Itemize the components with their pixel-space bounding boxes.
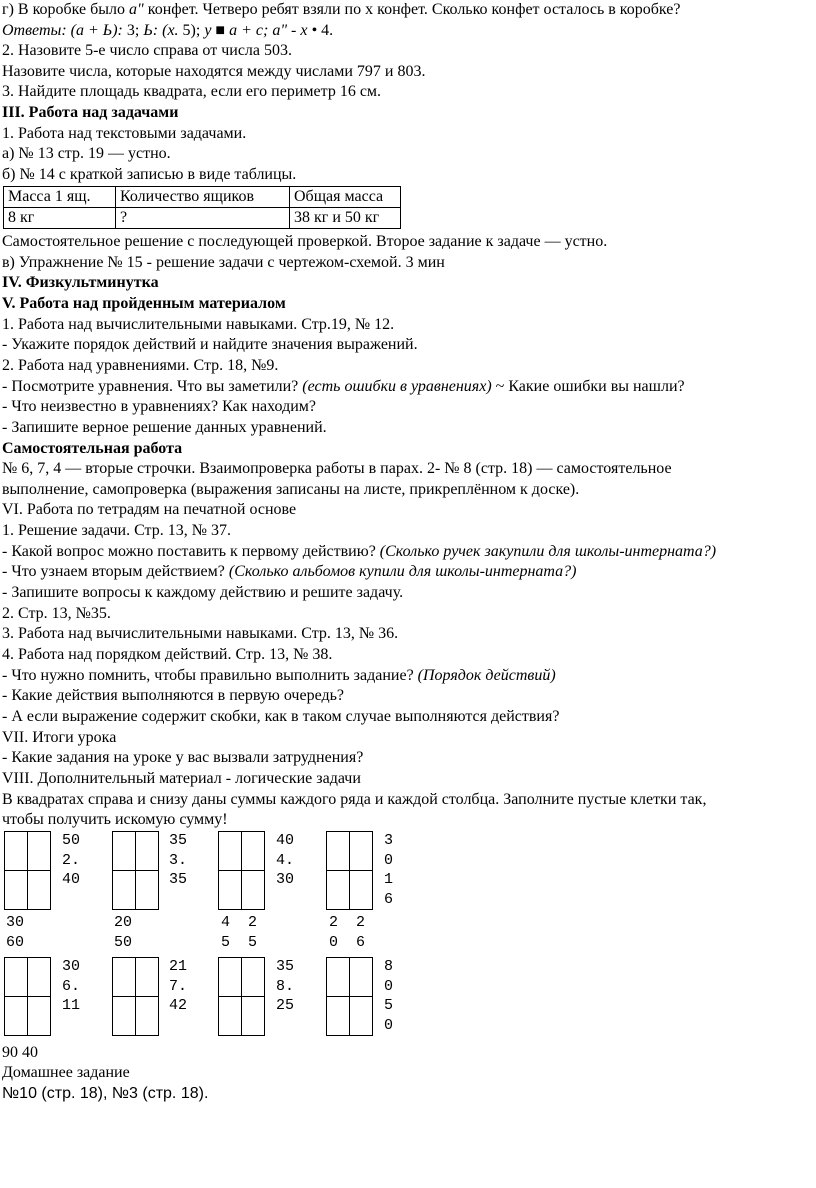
text-line (2, 165, 296, 185)
text-line (2, 748, 363, 768)
text-span: 1. Работа над вычислительными навыками. Стр.19, № 12. (2, 315, 395, 333)
text-span: В квадратах справа и снизу даны суммы каждого ряда и каждой столбца. Заполните пустые клетки так, (2, 790, 707, 808)
text-line (2, 41, 292, 61)
text-span: - А если выражение содержит скобки, как в таком случае выполняются действия? (2, 707, 560, 725)
table-header-row (4, 187, 401, 208)
puzzle-row-sums (62, 957, 80, 1016)
puzzle-grid (326, 831, 373, 910)
text-line (2, 294, 286, 314)
text-line (2, 480, 579, 500)
puzzle-column-sums (221, 913, 257, 952)
sum-value: 20 (114, 914, 133, 931)
sum-value: 50 (62, 832, 81, 849)
text-span: V. Работа над пройденным материалом (2, 294, 286, 312)
text-line (2, 459, 672, 479)
sum-value: 11 (62, 997, 81, 1014)
text-span: - Что узнаем вторым действием? (2, 563, 229, 581)
text-span: (Сколько ручек закупили для школы-интерната?) (379, 542, 717, 560)
puzzle-grid (112, 831, 159, 910)
text-line (2, 562, 577, 582)
text-span: Назовите числа, которые находятся между числами 797 и 803. (2, 62, 426, 80)
text-span: IV. Физкультминутка (2, 274, 159, 292)
text-span: (Порядок действий) (417, 666, 556, 684)
sum-value: 7. (169, 977, 188, 995)
sum-value: 35 (169, 871, 188, 888)
text-span: 2. Стр. 13, №35. (2, 604, 111, 622)
sum-value: 6 (384, 890, 394, 908)
puzzle-column-sums (114, 913, 132, 952)
text-span: а) № 13 стр. 19 — устно. (2, 145, 171, 163)
text-line (2, 144, 171, 164)
text-line (2, 542, 716, 562)
sum-value: 40 (62, 871, 81, 888)
text-line (2, 124, 246, 144)
text-span: VII. Итоги урока (2, 728, 117, 746)
text-span: г) В коробке было (2, 1, 130, 18)
text-line (2, 356, 278, 376)
text-line (2, 335, 418, 355)
table-cell: 8 кг (4, 208, 116, 229)
text-line (2, 439, 182, 459)
text-span: 3; (126, 21, 144, 39)
text-line (2, 253, 445, 273)
table-row (4, 208, 401, 229)
puzzle-grid (218, 957, 265, 1036)
text-span: - Что нужно помнить, чтобы правильно выполнить задание? (2, 666, 418, 684)
text-span: Ь: (х. (143, 21, 183, 39)
text-span: Ответы: (а + Ь): (2, 21, 127, 39)
puzzle-row-sums (276, 831, 294, 890)
puzzle-row-sums (384, 831, 393, 909)
puzzle-grid (326, 957, 373, 1036)
text-span: Самостоятельная работа (2, 439, 183, 457)
puzzle-grid (4, 957, 51, 1036)
text-span: - Какие действия выполняются в первую очередь? (2, 687, 344, 705)
puzzle-row-sums (384, 957, 393, 1035)
text-line (2, 728, 116, 748)
homework-title: Домашнее задание (2, 1064, 130, 1081)
text-span: 2. Работа над уравнениями. Стр. 18, №9. (2, 356, 279, 374)
sum-value: 30 (276, 871, 295, 888)
sum-value: 0 (384, 1016, 394, 1034)
text-span: 3. Найдите площадь квадрата, если его периметр 16 см. (2, 83, 382, 101)
text-span: № 6, 7, 4 — вторые строчки. Взаимопроверка работы в парах. 2- № 8 (стр. 18) — самостоятельное (2, 460, 672, 478)
text-line (2, 521, 231, 541)
table-cell: Количество ящиков (116, 187, 290, 208)
sum-value: 40 (276, 832, 295, 849)
text-line (2, 21, 333, 41)
text-line (2, 769, 361, 789)
text-span: 4. (317, 21, 334, 39)
text-line (2, 645, 332, 665)
text-line (2, 397, 316, 417)
text-span: конфет. Четверо ребят взяли по х конфет. Сколько конфет осталось в коробке? (143, 1, 681, 18)
text-span: Самостоятельное решение с последующей проверкой. Второе задание к задаче — устно. (2, 233, 608, 250)
text-span: - Посмотрите уравнения. Что вы заметили? (2, 377, 303, 395)
text-span: VIII. Дополнительный материал - логические задачи (2, 769, 361, 787)
sum-value: 0 (384, 851, 394, 869)
text-span: 3. Работа над вычислительными навыками. Стр. 13, № 36. (2, 625, 399, 643)
text-line (2, 377, 685, 397)
sum-value: 1 (384, 871, 394, 888)
text-span: - Какой вопрос можно поставить к первому действию? (2, 542, 380, 560)
sum-value: 25 (276, 997, 295, 1014)
text-span: III. Работа над задачами (2, 104, 179, 121)
text-span: у ■ а + с; а" - х • (204, 21, 318, 39)
sum-value: 3. (169, 851, 188, 869)
text-span: - Какие задания на уроке у вас вызвали затруднения? (2, 749, 364, 767)
text-span: 1. Решение задачи. Стр. 13, № 37. (2, 522, 231, 540)
text-span: в) Упражнение № 15 - решение задачи с чертежом-схемой. 3 мин (2, 253, 445, 271)
sum-value: 5 5 (221, 933, 258, 951)
sum-value: 50 (114, 933, 133, 951)
text-span: (есть ошибки в уравнениях) (302, 377, 492, 395)
text-span: чтобы получить искомую сумму! (2, 811, 228, 829)
puzzle-row-sums (169, 831, 187, 890)
text-line (2, 666, 556, 686)
text-line (2, 418, 327, 438)
puzzle-grid (218, 831, 265, 910)
text-line (2, 273, 159, 293)
text-line (2, 810, 228, 830)
text-span: - Запишите верное решение данных уравнений. (2, 418, 327, 436)
sum-value: 35 (169, 832, 188, 849)
homework-text: №10 (стр. 18), №3 (стр. 18). (2, 1085, 209, 1102)
puzzle-grid (112, 957, 159, 1036)
text-line (2, 583, 403, 603)
puzzle-row-sums (62, 831, 80, 890)
table-cell: Масса 1 ящ. (4, 187, 116, 208)
sum-value: 30 (6, 914, 25, 931)
sum-value: 3 (384, 832, 394, 849)
sum-value: 42 (169, 997, 188, 1014)
puzzle-grid (4, 831, 51, 910)
text-span: VI. Работа по тетрадям на печатной основе (2, 501, 297, 519)
text-line (2, 604, 111, 624)
sum-value: 2. (62, 851, 81, 869)
sum-value: 35 (276, 958, 295, 975)
sum-value: 6. (62, 977, 81, 995)
puzzle-column-sums: 90 40 (2, 1044, 38, 1061)
text-span: б) № 14 с краткой записью в виде таблицы. (2, 165, 297, 183)
text-span: - Что неизвестно в уравнениях? Как находим? (2, 398, 316, 416)
text-line (2, 624, 398, 644)
sum-value: 8. (276, 977, 295, 995)
puzzle-row-sums (276, 957, 294, 1016)
puzzle-row-sums (169, 957, 187, 1016)
sum-value: 30 (62, 958, 81, 975)
sum-value: 8 (384, 958, 394, 975)
sum-value: 0 (384, 977, 394, 995)
puzzle-column-sums (6, 913, 24, 952)
sum-value: 4. (276, 851, 295, 869)
text-line (2, 315, 394, 335)
text-line (2, 82, 381, 102)
text-line (2, 103, 178, 123)
sum-value: 4 2 (221, 914, 258, 931)
text-line (2, 232, 607, 252)
table-cell: ? (116, 208, 290, 229)
table-cell: 38 кг и 50 кг (290, 208, 401, 229)
table-cell: Общая масса (290, 187, 401, 208)
text-span: 5); (182, 21, 205, 39)
text-line (2, 0, 680, 20)
text-line (2, 790, 706, 810)
task-table (3, 186, 401, 229)
text-span: ~ Какие ошибки вы нашли? (491, 377, 685, 395)
text-line (2, 686, 344, 706)
text-span: a" (129, 1, 144, 18)
sum-value: 2 2 (329, 914, 366, 931)
text-line (2, 62, 425, 82)
text-span: - Запишите вопросы к каждому действию и решите задачу. (2, 584, 404, 602)
text-line (2, 707, 559, 727)
sum-value: 21 (169, 958, 188, 975)
sum-value: 60 (6, 933, 25, 951)
text-span: (Сколько альбомов купили для школы-интерната?) (228, 563, 577, 581)
sum-value: 0 6 (329, 933, 366, 951)
text-span: 4. Работа над порядком действий. Стр. 13, № 38. (2, 646, 333, 663)
text-line (2, 500, 296, 520)
text-span: 1. Работа над текстовыми задачами. (2, 124, 247, 142)
sum-value: 5 (384, 997, 394, 1014)
puzzle-column-sums (329, 913, 365, 952)
text-span: 2. Назовите 5-е число справа от числа 503. (2, 42, 293, 60)
text-span: выполнение, самопроверка (выражения записаны на листе, прикреплённом к доске). (2, 480, 580, 498)
text-span: - Укажите порядок действий и найдите значения выражений. (2, 336, 418, 354)
